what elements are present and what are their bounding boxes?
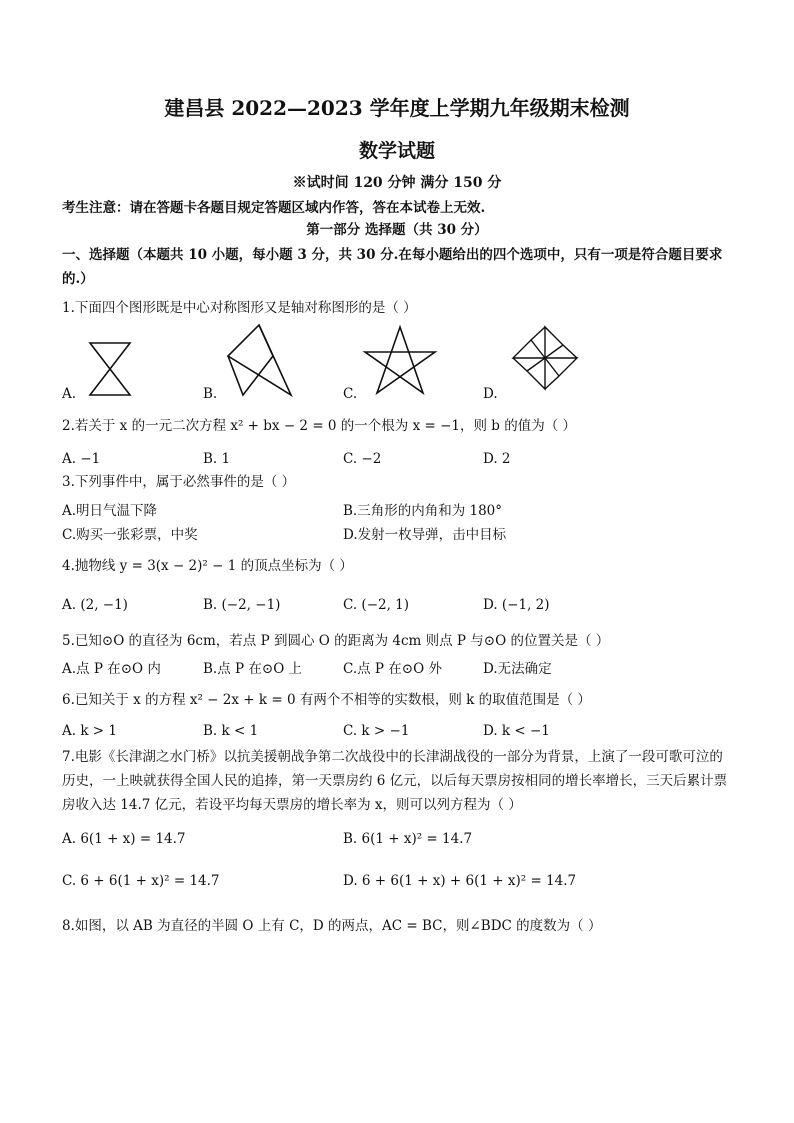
question-6-option-a: A. k > 1 [62, 723, 117, 739]
exam-notice: 考生注意：请在答题卡各题目规定答题区域内作答，答在本试卷上无效. [62, 200, 486, 216]
section-heading: 一、选择题（本题共 10 小题，每小题 3 分，共 30 分.在每小题给出的四个选项中，只有一项是符合题目要求的.） [62, 247, 723, 287]
question-7-stem: 7.电影《长津湖之水门桥》以抗美援朝战争第二次战役中的长津湖战役的一部分为背景，上演了一段可歌可泣的历史，一上映就获得全国人民的追捧，第一天票房约 6 亿元，以后每天票房按相同的增长率增长，三天后累计票房收入达 14.7 亿元，若设平均每天票房的增长率为 x，则可以列方程为（ ） [62, 749, 728, 813]
question-3-stem: 3.下列事件中，属于必然事件的是（ ） [62, 474, 296, 490]
question-2-stem: 2.若关于 x 的一元二次方程 x² + bx − 2 = 0 的一个根为 x = −1，则 b 的值为（ ） [62, 418, 577, 434]
question-2-option-d: D. 2 [483, 451, 511, 467]
part-heading: 第一部分 选择题（共 30 分） [306, 222, 488, 238]
exam-title: 建昌县 2022—2023 学年度上学期九年级期末检测 [164, 96, 630, 120]
hourglass-figure [85, 340, 135, 398]
question-5-stem: 5.已知⊙O 的直径为 6cm，若点 P 到圆心 O 的距离为 4cm 则点 P 与⊙O 的位置关是（ ） [62, 633, 610, 649]
subject-title: 数学试题 [358, 140, 435, 162]
kite-triangle-figure [223, 322, 295, 398]
question-5-option-d: D.无法确定 [483, 661, 552, 677]
question-4-option-c: C. (−2, 1) [343, 597, 410, 613]
question-4-option-d: D. (−1, 2) [483, 597, 550, 613]
question-1-option-c: C. [343, 386, 358, 402]
question-8-stem: 8.如图，以 AB 为直径的半圆 O 上有 C，D 的两点，AC = BC，则∠BDC 的度数为（ ） [62, 918, 602, 934]
question-7-option-a: A. 6(1 + x) = 14.7 [62, 831, 186, 847]
question-6-option-c: C. k > −1 [343, 723, 410, 739]
question-4-option-a: A. (2, −1) [62, 597, 128, 613]
question-3-option-b: B.三角形的内角和为 180° [343, 503, 503, 519]
question-5-option-c: C.点 P 在⊙O 外 [343, 661, 442, 677]
question-1-option-d: D. [483, 386, 498, 402]
question-3-option-d: D.发射一枚导弹，击中目标 [343, 527, 507, 543]
pinwheel-figure [505, 323, 585, 393]
question-1-stem: 1.下面四个图形既是中心对称图形又是轴对称图形的是（ ） [62, 300, 417, 316]
question-5-option-b: B.点 P 在⊙O 上 [203, 661, 303, 677]
question-3-option-c: C.购买一张彩票，中奖 [62, 527, 198, 543]
question-6-option-b: B. k < 1 [203, 723, 259, 739]
question-7-option-b: B. 6(1 + x)² = 14.7 [343, 831, 473, 847]
star-figure [360, 324, 440, 396]
question-6-option-d: D. k < −1 [483, 723, 550, 739]
question-7-option-d: D. 6 + 6(1 + x) + 6(1 + x)² = 14.7 [343, 873, 577, 889]
question-2-option-a: A. −1 [62, 451, 101, 467]
question-4-option-b: B. (−2, −1) [203, 597, 281, 613]
question-7-option-c: C. 6 + 6(1 + x)² = 14.7 [62, 873, 220, 889]
question-6-stem: 6.已知关于 x 的方程 x² − 2x + k = 0 有两个不相等的实数根，则 k 的取值范围是（ ） [62, 692, 591, 708]
question-4-stem: 4.抛物线 y = 3(x − 2)² − 1 的顶点坐标为（ ） [62, 558, 353, 574]
question-3-option-a: A.明日气温下降 [62, 503, 158, 519]
question-5-option-a: A.点 P 在⊙O 内 [62, 661, 161, 677]
question-1-option-a: A. [62, 386, 77, 402]
time-score-line: ※试时间 120 分钟 满分 150 分 [292, 175, 502, 191]
question-1-option-b: B. [203, 386, 218, 402]
question-2-option-c: C. −2 [343, 451, 382, 467]
question-2-option-b: B. 1 [203, 451, 231, 467]
